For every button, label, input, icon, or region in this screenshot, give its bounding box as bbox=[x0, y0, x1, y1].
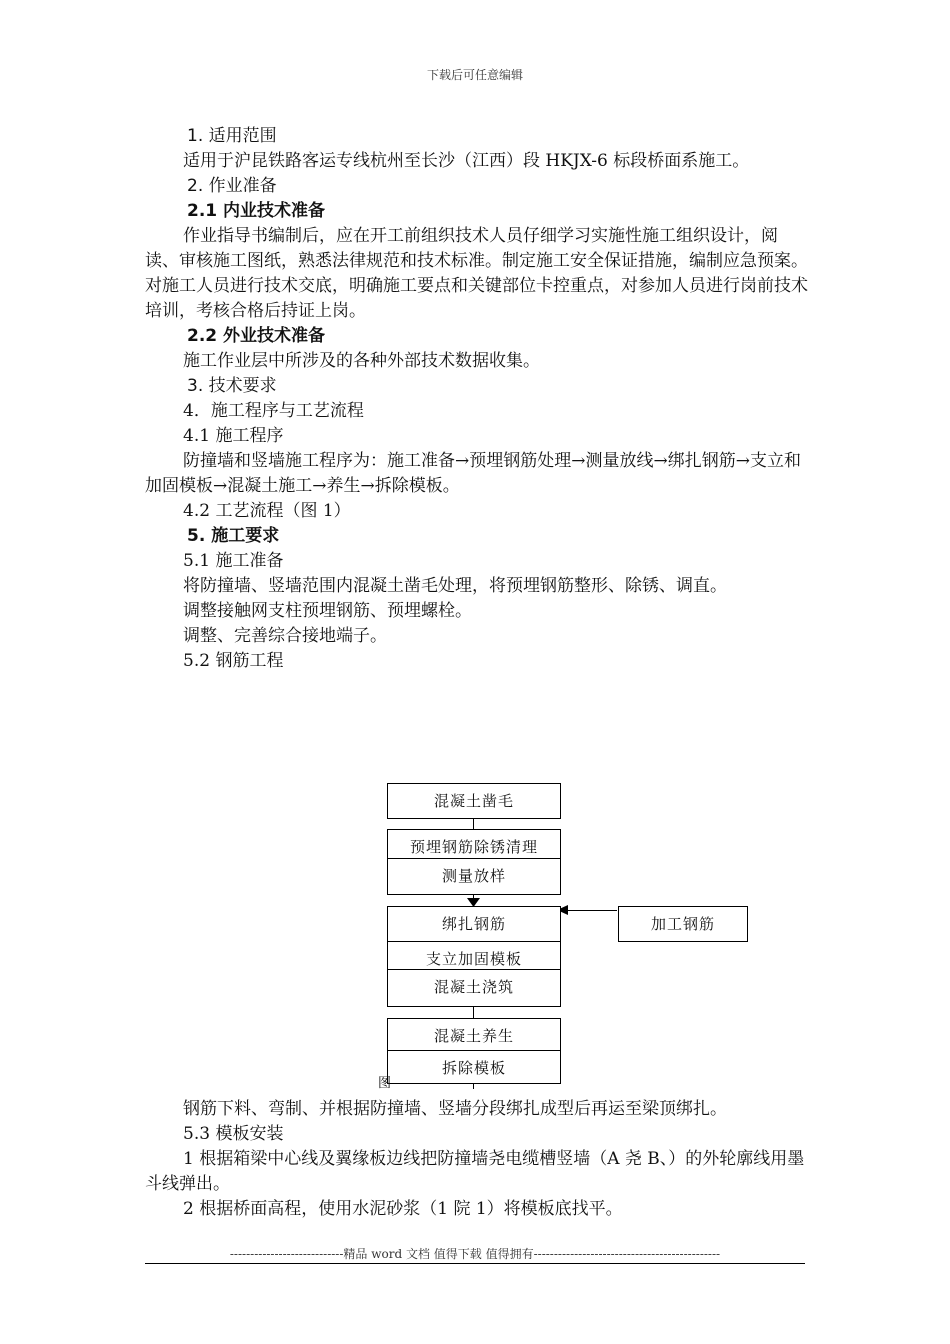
flow-step-pour: 混凝土浇筑 bbox=[387, 969, 561, 1007]
flow-step-survey: 测量放样 bbox=[387, 858, 561, 895]
flow-step-derust: 预埋钢筋除锈清理 bbox=[387, 829, 561, 863]
paragraph-4-1: 防撞墙和竖墙施工程序为：施工准备→预埋钢筋处理→测量放线→绑扎钢筋→支立和加固模板→混凝土施工→养生→拆除模板。 bbox=[145, 451, 801, 496]
paragraph-2-2: 施工作业层中所涉及的各种外部技术数据收集。 bbox=[183, 351, 540, 371]
heading-4: 4．施工程序与工艺流程 bbox=[183, 401, 364, 421]
heading-1: 1. 适用范围 bbox=[187, 126, 277, 146]
page-footer: ----------------------------精品 word 文档 值得下载 值得拥有---------------------------------------------- bbox=[229, 1247, 721, 1261]
flow-step-scarify: 混凝土凿毛 bbox=[387, 783, 561, 819]
heading-5-3: 5.3 模板安装 bbox=[183, 1124, 284, 1144]
flow-step-formwork: 支立加固模板 bbox=[387, 941, 561, 974]
paragraph-5-3-item-2: 2 根据桥面高程，使用水泥砂浆（1 院 1）将模板底找平。 bbox=[183, 1199, 623, 1219]
heading-5-2: 5.2 钢筋工程 bbox=[183, 651, 284, 671]
paragraph-5-1-line-2: 调整接触网支柱预埋钢筋、预埋螺栓。 bbox=[183, 601, 472, 621]
flow-side-step-process-rebar: 加工钢筋 bbox=[618, 906, 748, 942]
flow-step-curing: 混凝土养生 bbox=[387, 1018, 561, 1052]
paragraph-5-1-line-3: 调整、完善综合接地端子。 bbox=[183, 626, 387, 646]
paragraph-5-3-item-1: 1 根据箱梁中心线及翼缘板边线把防撞墙尧电缆槽竖墙（A 尧 B、）的外轮廓线用墨斗线弹出。 bbox=[145, 1149, 805, 1194]
heading-2-1: 2.1 内业技术准备 bbox=[187, 201, 326, 221]
flow-step-remove-formwork: 拆除模板 bbox=[387, 1050, 561, 1084]
heading-4-2: 4.2 工艺流程（图 1） bbox=[183, 501, 351, 521]
page-header: 下载后可任意编辑 bbox=[426, 68, 523, 82]
paragraph-2-1: 作业指导书编制后，应在开工前组织技术人员仔细学习实施性施工组织设计，阅读、审核施工图纸，熟悉法律规范和技术标准。制定施工安全保证措施，编制应急预案。对施工人员进行技术交底，明确施工要点和关键部位卡控重点，对参加人员进行岗前技术培训，考核合格后持证上岗。 bbox=[145, 226, 808, 321]
footer-divider bbox=[145, 1263, 805, 1264]
heading-2: 2. 作业准备 bbox=[187, 176, 277, 196]
heading-4-1: 4.1 施工程序 bbox=[183, 426, 284, 446]
paragraph-5-1-line-1: 将防撞墙、竖墙范围内混凝土凿毛处理，将预埋钢筋整形、除锈、调直。 bbox=[183, 576, 727, 596]
heading-3: 3. 技术要求 bbox=[187, 376, 277, 396]
paragraph-5-2: 钢筋下料、弯制、并根据防撞墙、竖墙分段绑扎成型后再运至梁顶绑扎。 bbox=[183, 1099, 727, 1119]
figure-caption: 图 bbox=[378, 1076, 392, 1091]
paragraph-1: 适用于沪昆铁路客运专线杭州至长沙（江西）段 HKJX-6 标段桥面系施工。 bbox=[183, 151, 750, 171]
heading-5: 5. 施工要求 bbox=[187, 526, 280, 546]
flow-step-tie-rebar: 绑扎钢筋 bbox=[387, 906, 561, 942]
heading-5-1: 5.1 施工准备 bbox=[183, 551, 284, 571]
heading-2-2: 2.2 外业技术准备 bbox=[187, 326, 326, 346]
flowchart-side-connector bbox=[567, 910, 617, 911]
